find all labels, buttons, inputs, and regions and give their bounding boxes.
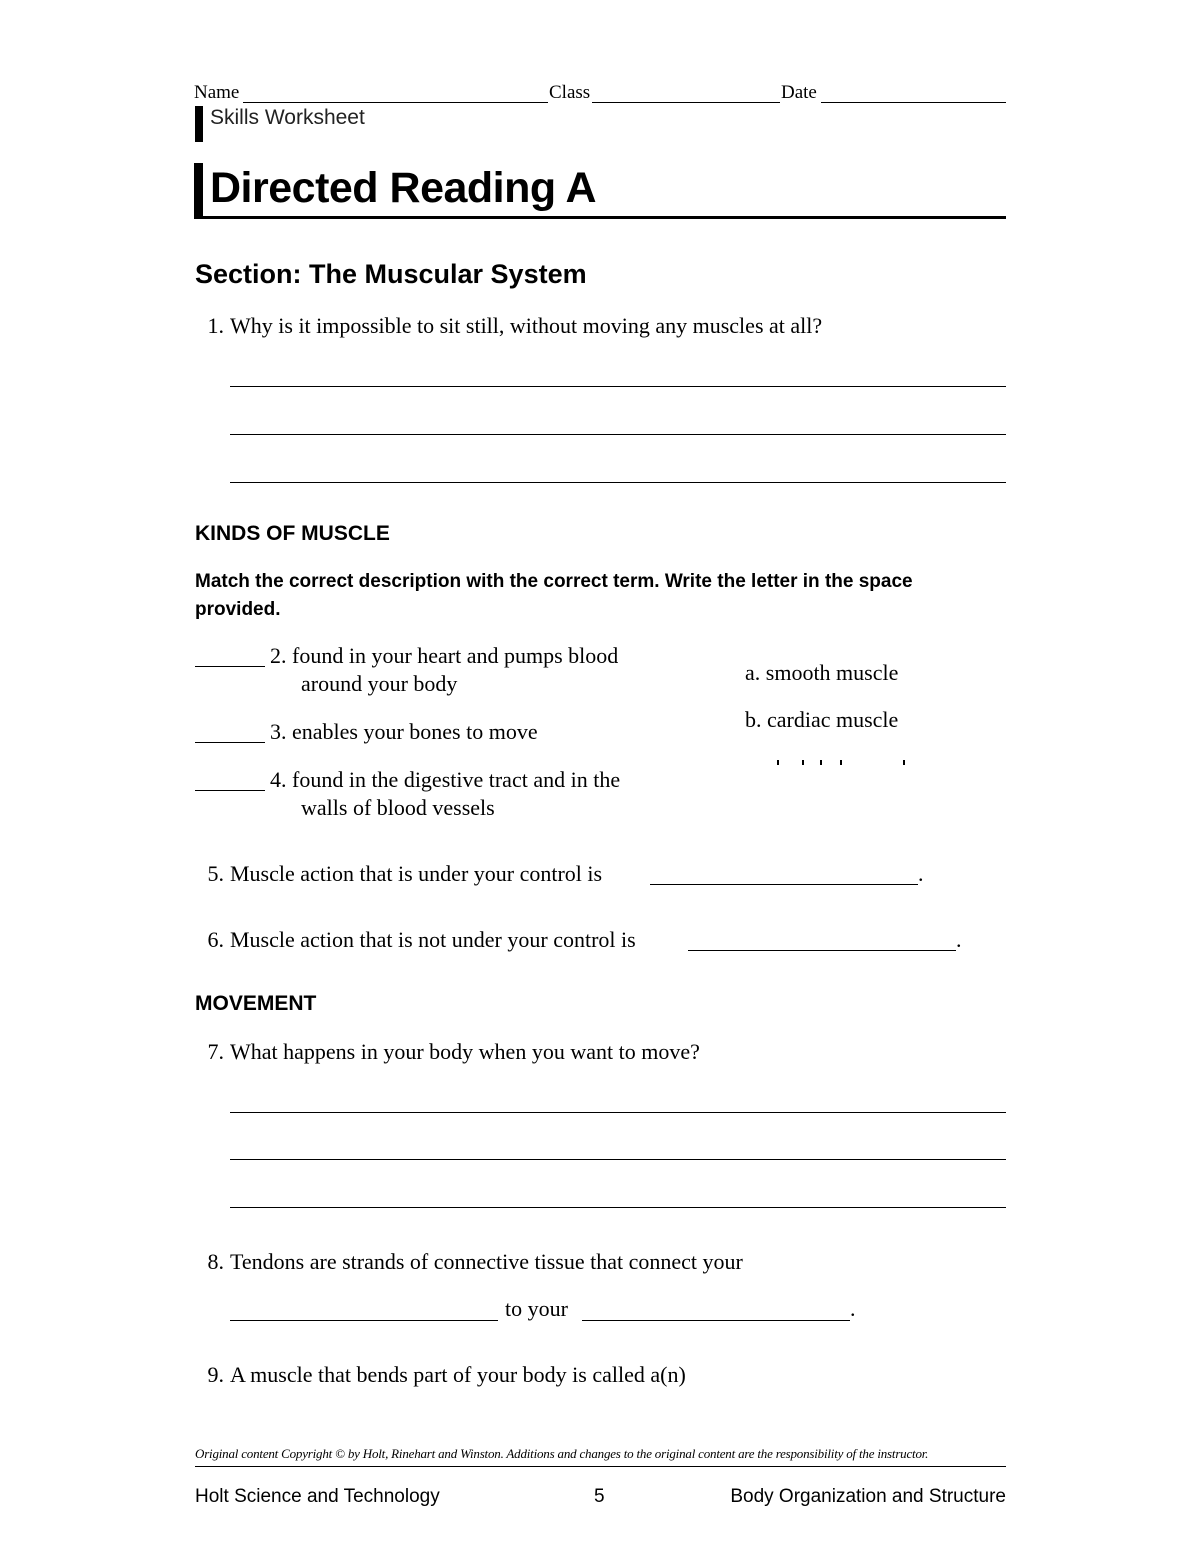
class-field[interactable] <box>592 102 780 103</box>
question-8-middle: to your <box>505 1296 568 1321</box>
movement-heading: MOVEMENT <box>195 992 317 1015</box>
answer-line-7b[interactable] <box>230 1159 1006 1160</box>
match-item-3 <box>270 718 538 746</box>
worksheet-type: Skills Worksheet <box>210 106 365 129</box>
answer-line-1b[interactable] <box>230 434 1006 435</box>
name-label: Name <box>194 82 240 103</box>
question-number: 6. <box>207 927 224 952</box>
question-8 <box>190 1249 743 1275</box>
question-number: 8. <box>207 1249 224 1274</box>
question-text: Muscle action that is not under your control is <box>230 927 636 952</box>
answer-blank-8a[interactable] <box>230 1320 498 1321</box>
question-5 <box>190 861 602 887</box>
match-item-2 <box>270 642 618 698</box>
question-1 <box>190 313 822 339</box>
question-number: 1. <box>207 313 224 338</box>
answer-line-1a[interactable] <box>230 386 1006 387</box>
match-item-4 <box>270 766 620 822</box>
item-text: found in the digestive tract and in the <box>292 767 621 792</box>
page-title: Directed Reading A <box>210 164 597 212</box>
question-8-period: . <box>850 1296 856 1321</box>
question-9 <box>190 1362 686 1388</box>
item-text: found in your heart and pumps blood <box>292 643 619 668</box>
answer-line-7c[interactable] <box>230 1207 1006 1208</box>
question-number: 9. <box>207 1362 224 1387</box>
class-label: Class <box>549 82 591 103</box>
question-7 <box>190 1039 700 1065</box>
match-blank-4[interactable] <box>195 790 265 791</box>
item-number: 4. <box>270 767 287 792</box>
worksheet-type-bar <box>195 106 203 142</box>
section-title: Section: The Muscular System <box>195 259 587 289</box>
question-5-period: . <box>918 861 924 886</box>
item-number: 3. <box>270 719 287 744</box>
question-text: Tendons are strands of connective tissue that connect your <box>230 1249 743 1274</box>
item-text-cont: walls of blood vessels <box>301 795 495 820</box>
question-text: Why is it impossible to sit still, without moving any muscles at all? <box>230 313 823 338</box>
answer-blank-5[interactable] <box>650 884 918 885</box>
question-6-period: . <box>956 927 962 952</box>
footer-chapter: Body Organization and Structure <box>730 1486 1006 1507</box>
date-field[interactable] <box>821 102 1006 103</box>
answer-line-1c[interactable] <box>230 482 1006 483</box>
answer-blank-8b[interactable] <box>582 1320 850 1321</box>
title-bar <box>194 163 203 219</box>
clipped-choice-c <box>770 758 910 770</box>
choice-a <box>745 660 898 686</box>
answer-blank-6[interactable] <box>688 950 956 951</box>
answer-line-7a[interactable] <box>230 1112 1006 1113</box>
name-field[interactable] <box>243 102 548 103</box>
footer-publisher: Holt Science and Technology <box>195 1486 440 1507</box>
choice-text: smooth muscle <box>765 660 899 685</box>
match-blank-2[interactable] <box>195 666 265 667</box>
question-text: What happens in your body when you want to move? <box>230 1039 700 1064</box>
choice-text: cardiac muscle <box>767 707 899 732</box>
match-blank-3[interactable] <box>195 742 265 743</box>
matching-instructions: Match the correct description with the correct term. Write the letter in the space provided. <box>195 571 913 620</box>
page-number: 5 <box>594 1486 605 1507</box>
item-text-cont: around your body <box>301 671 458 696</box>
copyright-notice: Original content Copyright © by Holt, Rinehart and Winston. Additions and changes to the original content are the responsibility of the instructor. <box>195 1446 929 1461</box>
item-number: 2. <box>270 643 287 668</box>
kinds-of-muscle-heading: KINDS OF MUSCLE <box>195 522 390 545</box>
footer-rule <box>195 1466 1006 1467</box>
question-text: A muscle that bends part of your body is called a(n) <box>230 1362 686 1387</box>
question-number: 5. <box>207 861 224 886</box>
choice-letter: a. <box>745 660 761 685</box>
choice-letter: b. <box>745 707 762 732</box>
date-label: Date <box>781 82 817 103</box>
choice-b <box>745 707 898 733</box>
question-6 <box>190 927 636 953</box>
item-text: enables your bones to move <box>292 719 538 744</box>
title-rule <box>194 216 1006 219</box>
question-number: 7. <box>207 1039 224 1064</box>
question-text: Muscle action that is under your control is <box>230 861 603 886</box>
